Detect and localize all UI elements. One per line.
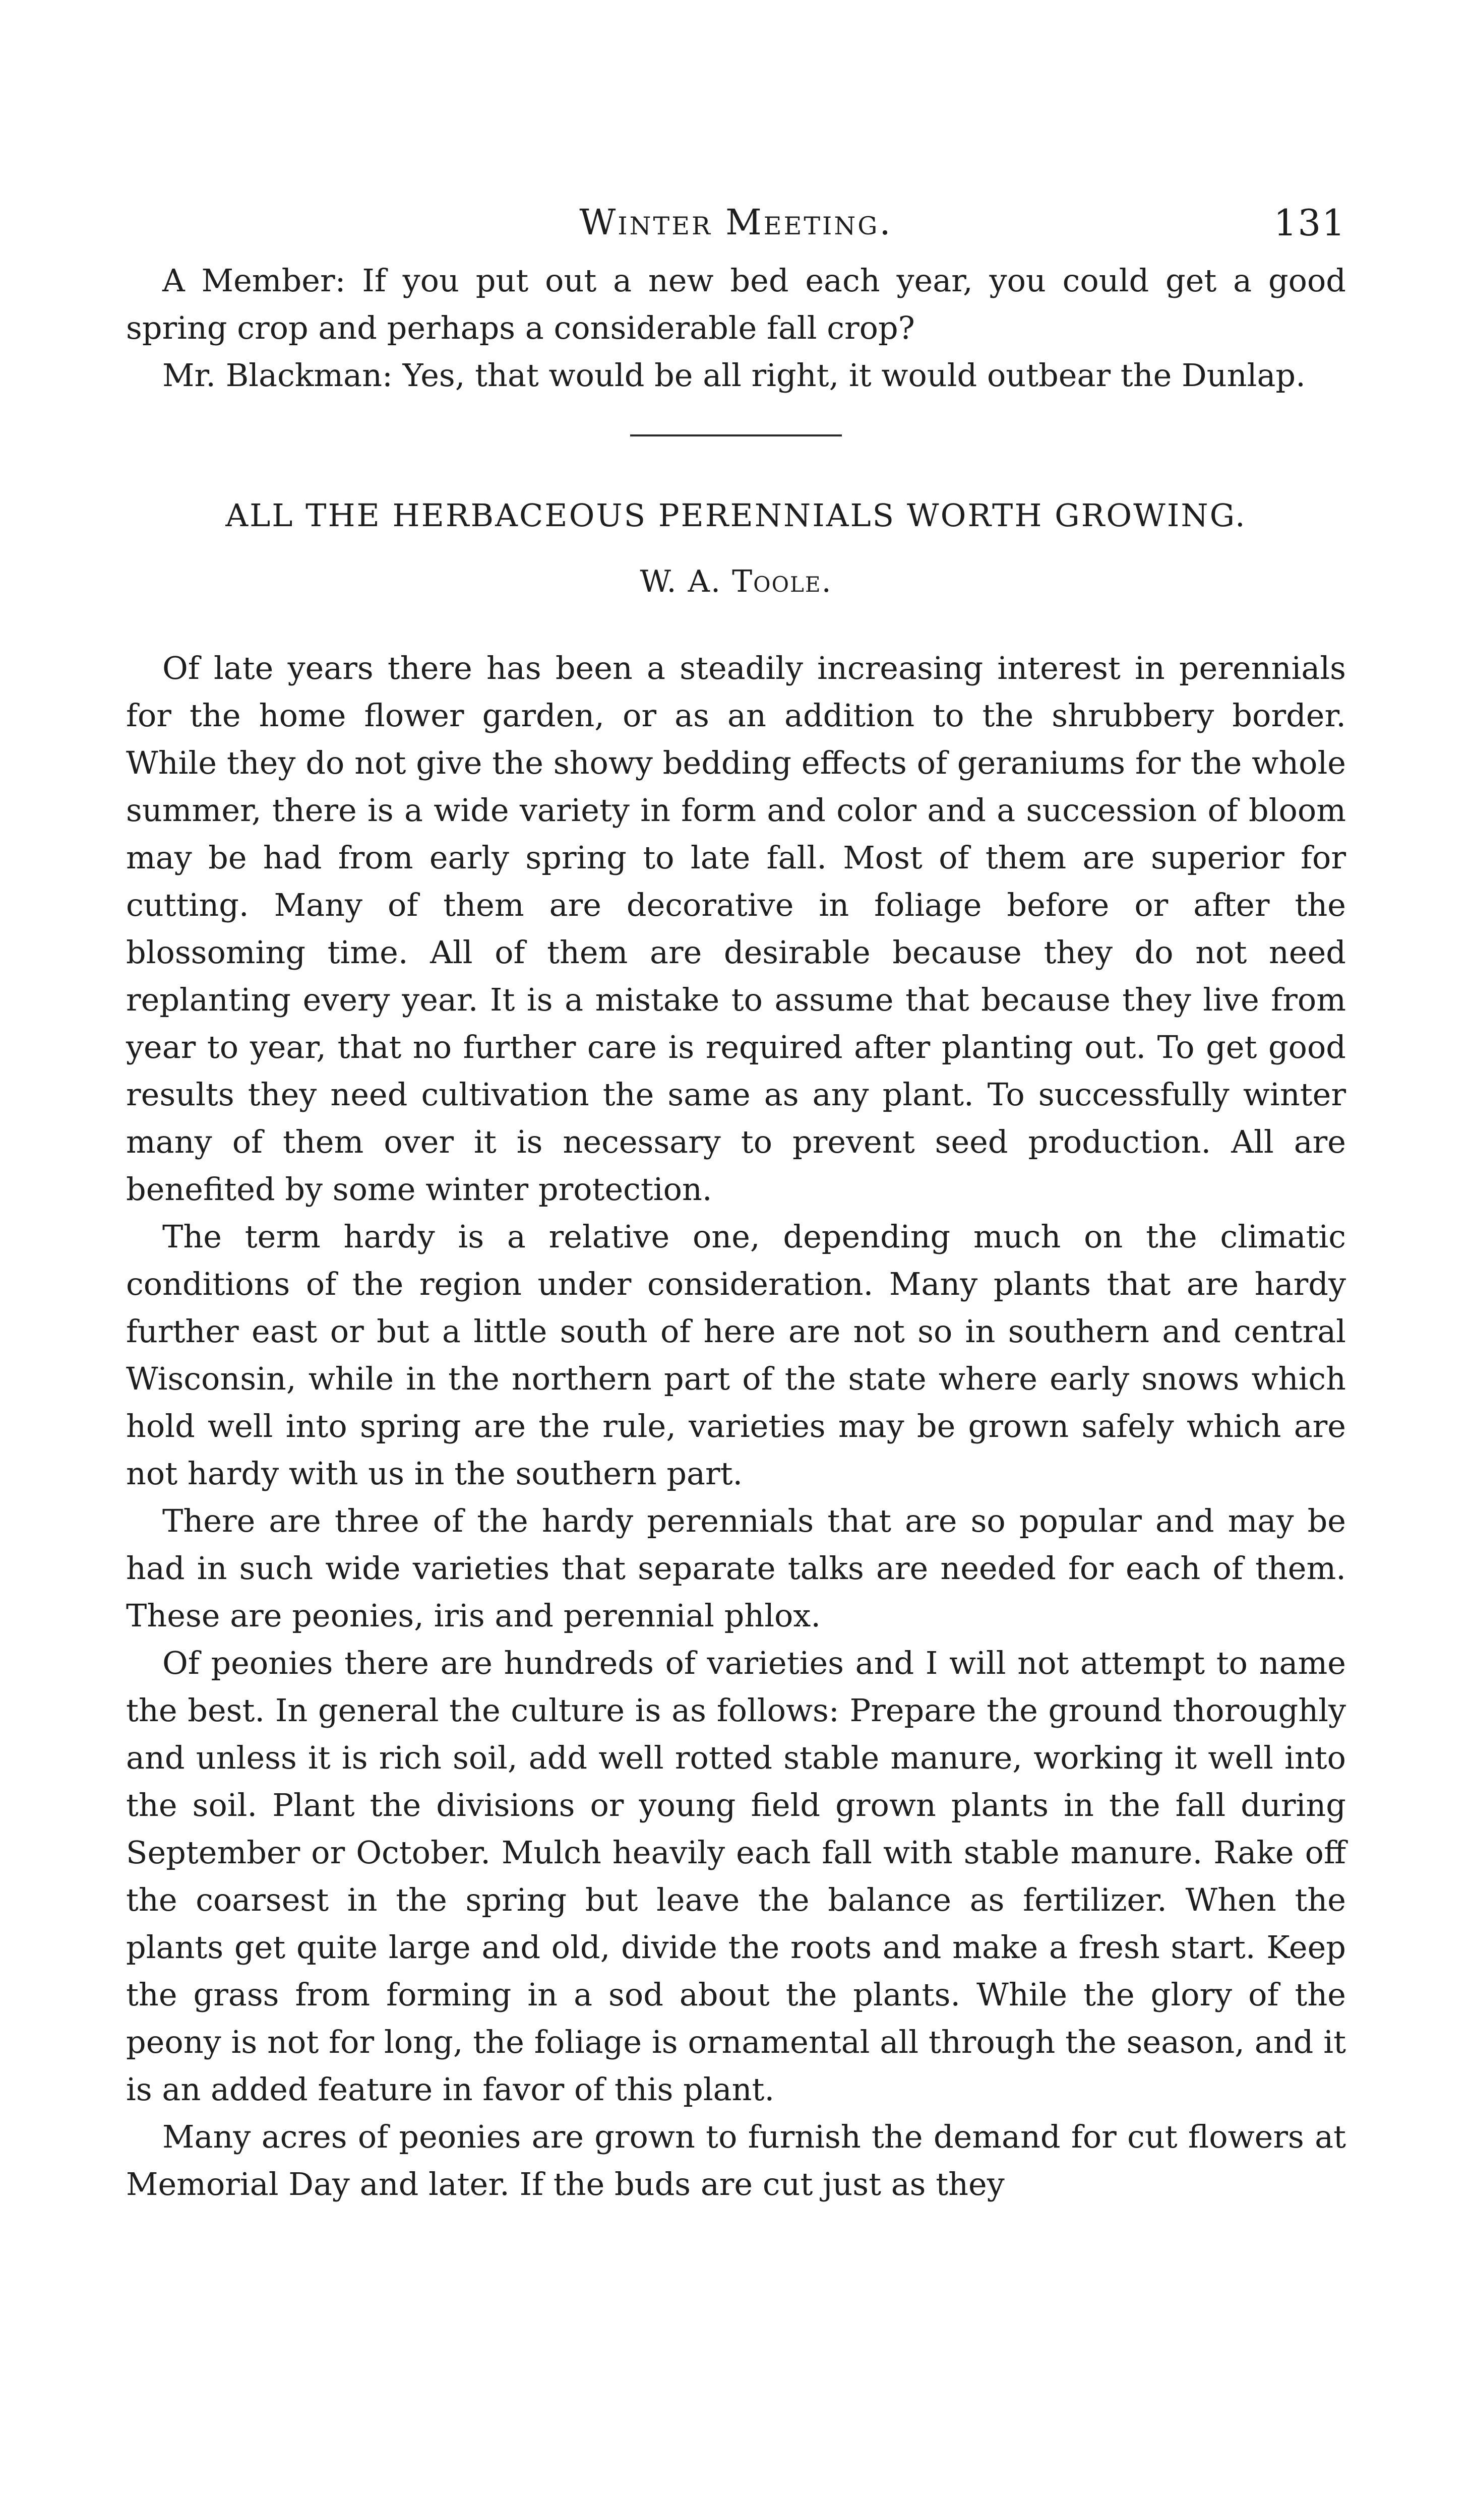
body-paragraph: Of peonies there are hundreds of varieties and I will not attempt to name the best. In general the culture is as follows: Prepare the ground thoroughly and unless it is rich soil, add well rotted stable manure, working it well into the soil. Plant the divisions or young field grown plants in the fall during September or October. Mulch heavily each fall with stable manure. Rake off the coarsest in the spring but leave the balance as fertilizer. When the plants get quite large and old, divide the roots and make a fresh start. Keep the grass from forming in a sod about the plants. While the glory of the peony is not for long, the foliage is ornamental all through the season, and it is an added feature in favor of this plant. bbox=[126, 1645, 1346, 2108]
article-author: W. A. Toole. bbox=[640, 564, 832, 599]
body-paragraph: Many acres of peonies are grown to furnish the demand for cut flowers at Memorial Day and later. If the buds are cut just as they bbox=[126, 2118, 1346, 2202]
book-page bbox=[126, 192, 1346, 2208]
body-paragraph: The term hardy is a relative one, depending much on the climatic conditions of the region under consideration. Many plants that are hardy further east or but a little south of here are not so in southern and central Wisconsin, while in the northern part of the state where early snows which hold well into spring are the rule, varieties may be grown safely which are not hardy with us in the southern part. bbox=[126, 1218, 1346, 1492]
article-body bbox=[126, 645, 1346, 2208]
discussion-exchange bbox=[126, 257, 1346, 399]
discussion-answer: Mr. Blackman: Yes, that would be all right, it would outbear the Dunlap. bbox=[162, 357, 1306, 394]
running-title: Winter Meeting. bbox=[579, 202, 893, 243]
section-divider bbox=[630, 434, 842, 436]
article-title: ALL THE HERBACEOUS PERENNIALS WORTH GROWING. bbox=[225, 497, 1247, 534]
discussion-question: A Member: If you put out a new bed each year, you could get a good spring crop and perhaps a considerable fall crop? bbox=[126, 262, 1346, 346]
body-paragraph: There are three of the hardy perennials that are so popular and may be had in such wide varieties that separate talks are needed for each of them. These are peonies, iris and perennial phlox. bbox=[126, 1502, 1346, 1634]
body-paragraph: Of late years there has been a steadily increasing interest in perennials for the home flower garden, or as an addition to the shrubbery border. While they do not give the showy bedding effects of geraniums for the whole summer, there is a wide variety in form and color and a succession of bloom may be had from early spring to late fall. Most of them are superior for cutting. Many of them are decorative in foliage before or after the blossoming time. All of them are desirable because they do not need replanting every year. It is a mistake to assume that because they live from year to year, that no further care is required after planting out. To get good results they need cultivation the same as any plant. To successfully winter many of them over it is necessary to prevent seed production. All are benefited by some winter protection. bbox=[126, 650, 1346, 1208]
page-number: 131 bbox=[1273, 202, 1346, 244]
running-head bbox=[126, 192, 1346, 257]
